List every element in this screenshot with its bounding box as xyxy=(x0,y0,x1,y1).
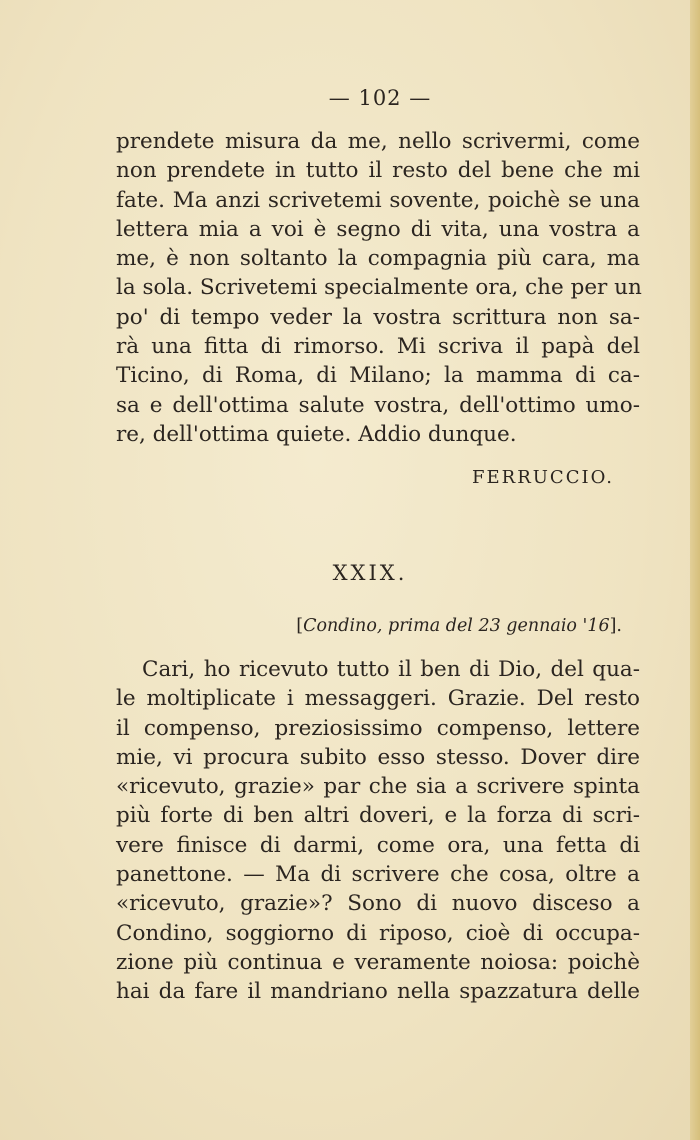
text-line: zione più continua e veramente noiosa: poichè xyxy=(116,949,640,975)
text-line: sa e dell'ottima salute vostra, dell'ottimo umo- xyxy=(116,392,640,418)
text-line: lettera mia a voi è segno di vita, una vostra a xyxy=(116,216,640,242)
letter-number-heading: XXIX. xyxy=(332,561,408,585)
dateline xyxy=(296,616,622,636)
text-line: prendete misura da me, nello scrivermi, come xyxy=(116,129,640,154)
text-line: mie, vi procura subito esso stesso. Dover dire xyxy=(116,744,640,770)
dateline-close-bracket: ]. xyxy=(609,616,622,636)
text-line: po' di tempo veder la vostra scrittura non sa- xyxy=(116,304,640,330)
text-line: vere finisce di darmi, come ora, una fetta di xyxy=(116,832,640,858)
letter-end-paragraph xyxy=(116,127,640,449)
text-line: rà una fitta di rimorso. Mi scriva il papà del xyxy=(116,334,640,360)
text-line: le moltiplicate i messaggeri. Grazie. Del resto xyxy=(116,686,640,712)
letter-body-paragraph xyxy=(116,655,640,1007)
text-line: non prendete in tutto il resto del bene che mi xyxy=(116,158,640,184)
text-line: me, è non soltanto la compagnia più cara, ma xyxy=(116,246,640,272)
text-line: hai da fare il mandriano nella spazzatura delle xyxy=(116,979,640,1005)
text-line: «ricevuto, grazie»? Sono di nuovo disceso a xyxy=(116,891,640,917)
text-line: Condino, soggiorno di riposo, cioè di occupa- xyxy=(116,920,640,946)
text-line: più forte di ben altri doveri, e la forza di scri- xyxy=(116,803,640,829)
dateline-text: Condino, prima del 23 gennaio '16 xyxy=(303,616,610,636)
text-line: la sola. Scrivetemi specialmente ora, che per un xyxy=(116,275,642,301)
text-line: Cari, ho ricevuto tutto il ben di Dio, del qua- xyxy=(142,657,640,682)
text-line: panettone. — Ma di scrivere che cosa, oltre a xyxy=(116,862,640,888)
page-number: — 102 — xyxy=(328,86,432,110)
text-line: fate. Ma anzi scrivetemi sovente, poichè se una xyxy=(116,187,640,213)
text-line: «ricevuto, grazie» par che sia a scrivere spinta xyxy=(116,774,640,800)
text-line: il compenso, preziosissimo compenso, lettere xyxy=(116,715,640,741)
signature: FERRUCCIO. xyxy=(472,467,614,488)
text-line: Ticino, di Roma, di Milano; la mamma di ca- xyxy=(116,363,640,389)
text-line: re, dell'ottima quiete. Addio dunque. xyxy=(116,421,517,447)
dateline-open-bracket: [ xyxy=(296,616,304,636)
